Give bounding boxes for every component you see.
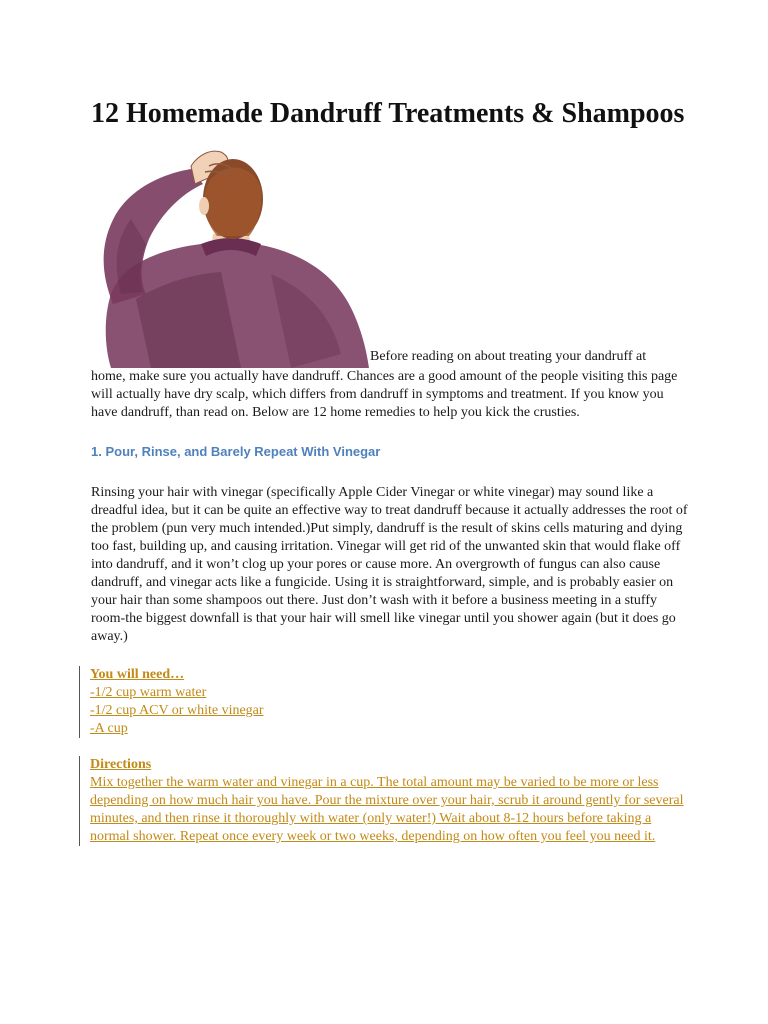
directions-heading[interactable]: Directions bbox=[90, 757, 152, 772]
directions-callout bbox=[79, 756, 691, 846]
intro-first-line: Before reading on about treating your dandruff at bbox=[370, 349, 647, 364]
need-item-water[interactable]: -1/2 cup warm water bbox=[90, 685, 207, 700]
directions-text[interactable]: Mix together the warm water and vinegar in a cup. The total amount may be varied to be more or less depending on how much hair you have. Pour the mixture over your hair, scrub it around gently for several minutes, and then rinse it thoroughly with water (only water!) Wait about 8-12 hours before taking a normal shower. Repeat once every week or two weeks, depending on how often you feel you need it. bbox=[90, 775, 684, 844]
intro-continued: home, make sure you actually have dandruff. Chances are a good amount of the people visiting this page will actually have dry scalp, which differs from dandruff in symptoms and treatment. If you know you have dandruff, than read on. Below are 12 home remedies to help you kick the crusties. bbox=[91, 369, 678, 420]
intro-section bbox=[91, 144, 691, 368]
section-heading-vinegar: 1. Pour, Rinse, and Barely Repeat With Vinegar bbox=[91, 444, 381, 459]
need-item-cup[interactable]: -A cup bbox=[90, 721, 128, 736]
needs-callout bbox=[79, 666, 691, 738]
needs-heading[interactable]: You will need… bbox=[90, 667, 185, 682]
need-item-vinegar[interactable]: -1/2 cup ACV or white vinegar bbox=[90, 703, 264, 718]
page-title: 12 Homemade Dandruff Treatments & Shampoos bbox=[91, 98, 685, 129]
document-page bbox=[91, 96, 691, 846]
vinegar-paragraph: Rinsing your hair with vinegar (specifically Apple Cider Vinegar or white vinegar) may sound like a dreadful idea, but it can be quite an effective way to treat dandruff because it actually addresses the root of the problem (pun very much intended.)Put simply, dandruff is the result of skins cells maturing and dying too fast, building up, and causing irritation. Vinegar will get rid of the unwanted skin that would flake off into dandruff, and it won’t clog up your pores or cause more. An overgrowth of fungus can also cause dandruff, and vinegar acts like a fungicide. Using it is straightforward, simple, and is probably easier on your hair than some shampoos out there. Just don’t wash with it before a business meeting in a stuffy room-the biggest downfall is that your hair will smell like vinegar until you shower again (but it does go away.) bbox=[91, 485, 688, 644]
man-scratching-head-illustration bbox=[91, 144, 371, 368]
